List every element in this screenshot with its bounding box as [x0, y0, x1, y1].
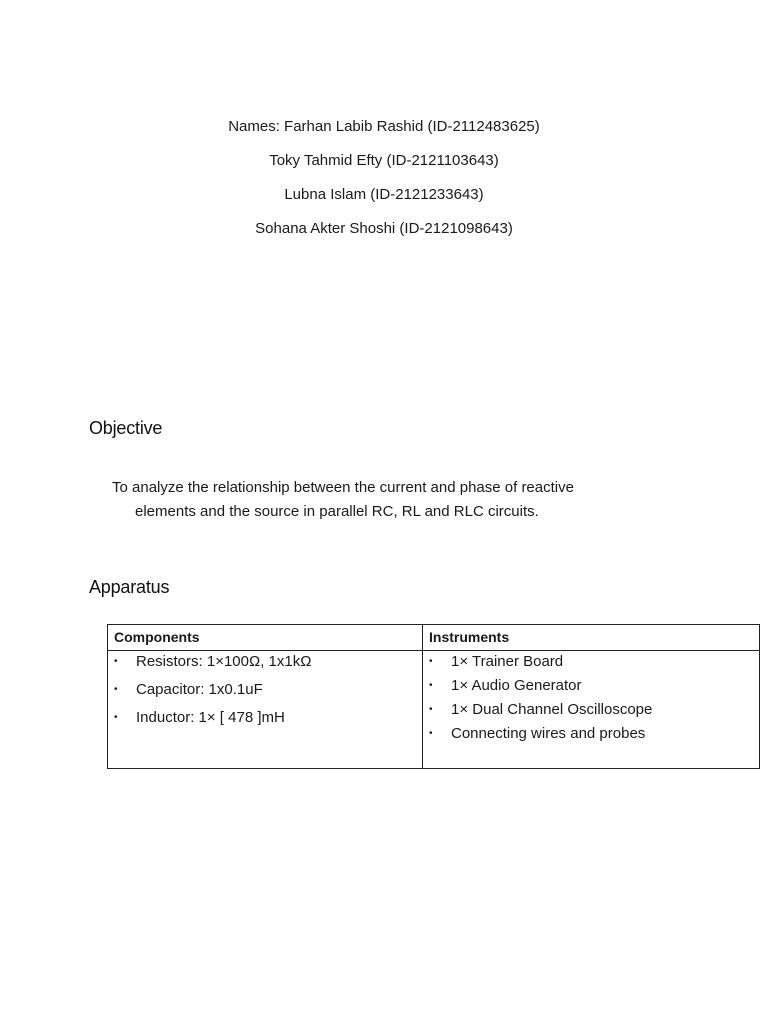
components-list	[108, 651, 422, 735]
objective-line-2: elements and the source in parallel RC, RL and RLC circuits.	[135, 503, 539, 520]
name-line: Sohana Akter Shoshi (ID-2121098643)	[255, 220, 513, 237]
instrument-item: 1× Audio Generator	[451, 677, 582, 694]
apparatus-heading: Apparatus	[89, 577, 170, 597]
objective-heading: Objective	[89, 418, 163, 438]
instrument-item: 1× Trainer Board	[451, 653, 564, 670]
list-item	[423, 675, 759, 699]
components-cell	[108, 651, 423, 768]
bullet-icon: •	[114, 712, 118, 723]
objective-text	[112, 476, 652, 524]
bullet-icon: •	[114, 656, 118, 667]
instruments-header: Instruments	[429, 629, 510, 645]
name-line: Lubna Islam (ID-2121233643)	[284, 186, 484, 203]
list-item	[108, 707, 422, 735]
table-body-row	[108, 651, 759, 768]
instrument-item: Connecting wires and probes	[451, 725, 646, 742]
list-item	[423, 651, 759, 675]
bullet-icon: •	[429, 656, 433, 667]
name-line: Toky Tahmid Efty (ID-2121103643)	[269, 152, 499, 169]
components-header: Components	[108, 625, 423, 650]
apparatus-table	[107, 624, 760, 769]
table-header-row	[108, 625, 759, 651]
list-item	[108, 651, 422, 679]
bullet-icon: •	[114, 684, 118, 695]
list-item	[423, 723, 759, 747]
name-line: Names: Farhan Labib Rashid (ID-2112483625)	[228, 118, 540, 135]
bullet-icon: •	[429, 680, 433, 691]
component-item: Inductor: 1× [ 478 ]mH	[136, 709, 285, 726]
objective-line-1: To analyze the relationship between the current and phase of reactive	[112, 479, 574, 496]
names-block	[0, 116, 768, 252]
instruments-list	[423, 651, 759, 747]
bullet-icon: •	[429, 704, 433, 715]
component-item: Resistors: 1×100Ω, 1x1kΩ	[136, 653, 312, 670]
instruments-cell	[423, 651, 759, 768]
list-item	[108, 679, 422, 707]
list-item	[423, 699, 759, 723]
component-item: Capacitor: 1x0.1uF	[136, 681, 263, 698]
bullet-icon: •	[429, 728, 433, 739]
instrument-item: 1× Dual Channel Oscilloscope	[451, 701, 653, 718]
